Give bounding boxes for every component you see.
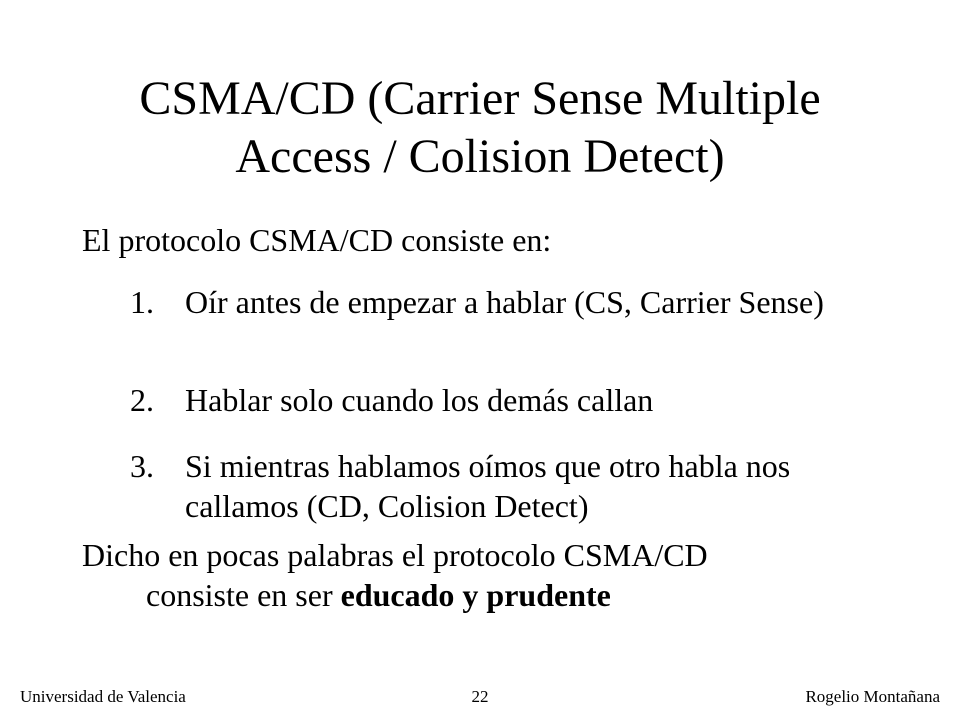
footer-author: Rogelio Montañana [805,687,940,706]
list-item-text: Oír antes de empezar a hablar (CS, Carrier Sense) [185,284,824,320]
summary-paragraph [82,535,842,615]
summary-emphasis: educado y prudente [340,577,611,613]
list-item-text: Hablar solo cuando los demás callan [185,382,654,418]
list-item-number: 1. [130,284,154,320]
list-item-number: 3. [130,448,154,484]
list-item [130,282,850,322]
summary-mid: consiste en ser [146,577,341,613]
slide-title [0,70,960,186]
list-item-number: 2. [130,382,154,418]
footer-page-number: 22 [471,687,489,706]
summary-line-2 [82,575,842,615]
summary-start: Dicho en pocas palabras el protocolo CSMA/CD [82,537,708,573]
list-item [130,446,850,526]
slide-title-line-1: CSMA/CD (Carrier Sense Multiple [139,72,821,125]
intro-text: El protocolo CSMA/CD consiste en: [82,222,552,258]
list-item-text: Si mientras hablamos oímos que otro habla nos callamos (CD, Colision Detect) [185,448,791,524]
footer-institution: Universidad de Valencia [20,687,186,706]
slide-title-line-2: Access / Colision Detect) [235,130,725,183]
list-item [130,380,850,420]
